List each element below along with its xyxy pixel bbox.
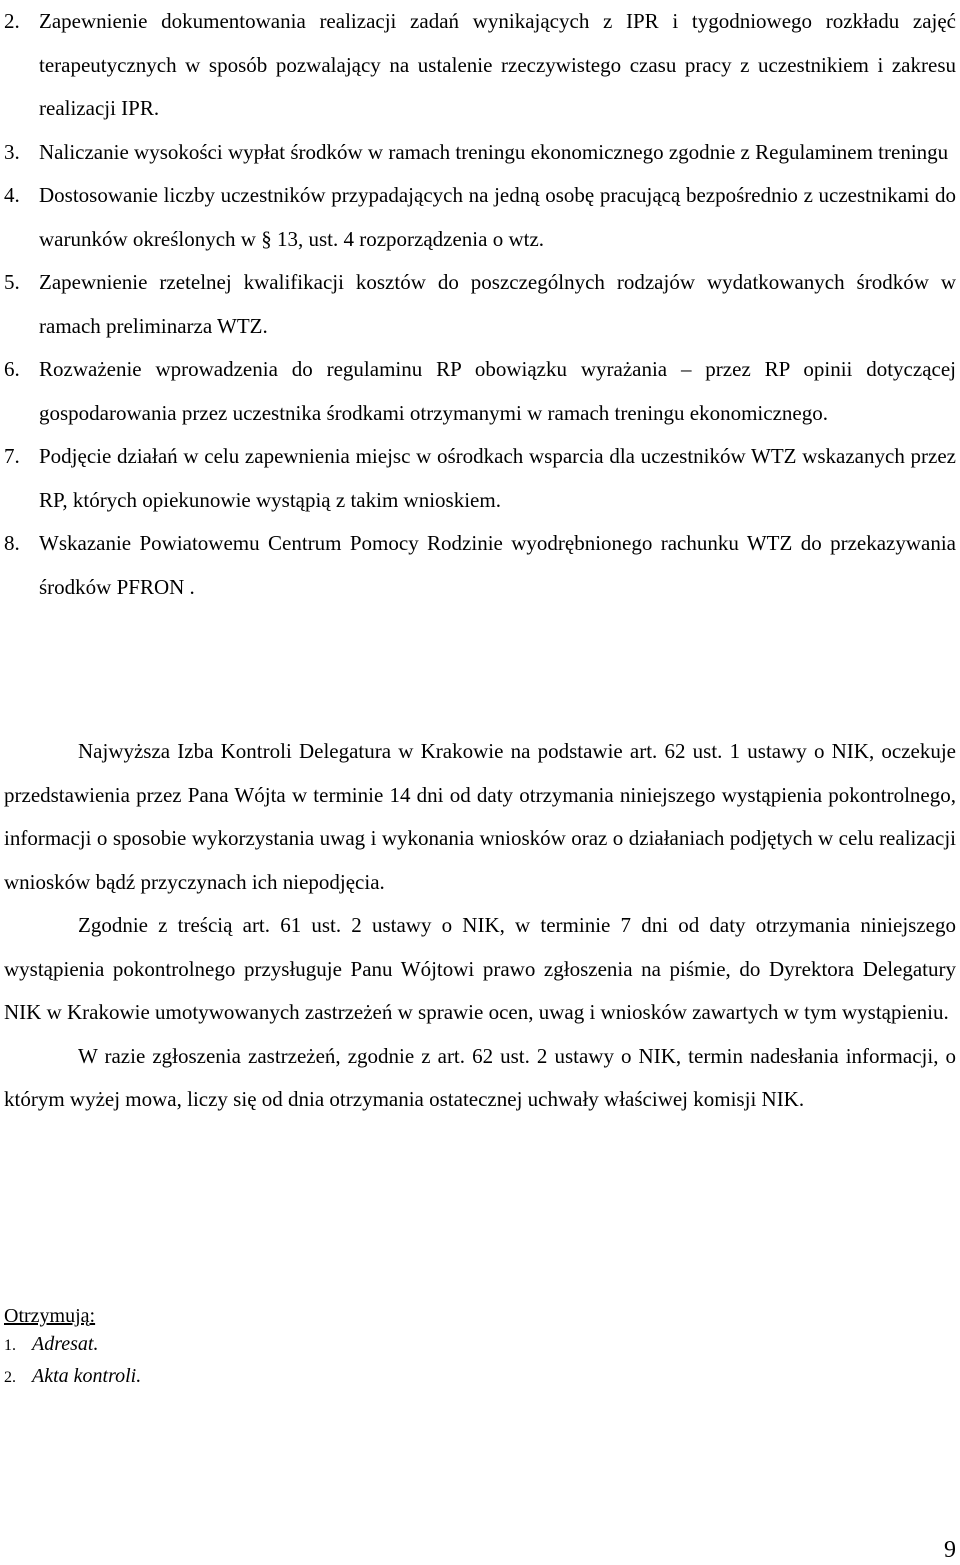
recommendation-item <box>4 435 956 522</box>
recipients-title: Otrzymują: <box>4 1305 96 1327</box>
body-text <box>4 730 956 1122</box>
recipient-text: Akta kontroli. <box>32 1365 142 1387</box>
recommendation-number: 4. <box>4 183 20 207</box>
recommendation-text: Rozważenie wprowadzenia do regulaminu RP obowiązku wyrażania – przez RP opinii dotyczącej gospodarowania przez uczestnika środkami otrzymanymi w ramach treningu ekonomicznego. <box>39 357 956 425</box>
recipient-number: 1. <box>4 1337 16 1354</box>
recommendation-number: 7. <box>4 444 20 468</box>
recommendation-number: 5. <box>4 270 20 294</box>
recommendation-item <box>4 131 956 175</box>
recommendation-item <box>4 0 956 131</box>
recipient-text: Adresat. <box>32 1333 99 1355</box>
recommendation-number: 2. <box>4 9 20 33</box>
recommendation-number: 6. <box>4 357 20 381</box>
recommendation-text: Podjęcie działań w celu zapewnienia miejsc w ośrodkach wsparcia dla uczestników WTZ wskazanych przez RP, których opiekunowie wystąpią z takim wnioskiem. <box>39 444 956 512</box>
recipient-number: 2. <box>4 1369 16 1386</box>
paragraph-nik-expectation: Najwyższa Izba Kontroli Delegatura w Krakowie na podstawie art. 62 ust. 1 ustawy o NIK, oczekuje przedstawienia przez Pana Wójta w terminie 14 dni od daty otrzymania niniejszego wystąpienia pokontrolnego, informacji o sposobie wykorzystania uwag i wykonania wniosków oraz o działaniach podjętych w celu realizacji wniosków bądź przyczynach ich niepodjęcia. <box>4 739 956 894</box>
recommendation-text: Naliczanie wysokości wypłat środków w ramach treningu ekonomicznego zgodnie z Regulaminem treningu <box>39 139 949 164</box>
recipients-section <box>4 1303 404 1393</box>
paragraph-deadline-note: W razie zgłoszenia zastrzeżeń, zgodnie z art. 62 ust. 2 ustawy o NIK, termin nadesłania informacji, o którym wyżej mowa, liczy się od dnia otrzymania ostatecznej uchwały właściwej komisji NIK. <box>4 1043 956 1111</box>
recommendation-text: Zapewnienie rzetelnej kwalifikacji kosztów do poszczególnych rodzajów wydatkowanych środków w ramach preliminarza WTZ. <box>39 270 956 338</box>
page-number: 9 <box>944 1537 956 1563</box>
recommendation-item <box>4 174 956 261</box>
recommendation-item <box>4 261 956 348</box>
recommendation-number: 3. <box>4 139 20 164</box>
recommendation-text: Wskazanie Powiatowemu Centrum Pomocy Rodzinie wyodrębnionego rachunku WTZ do przekazywania środków PFRON . <box>39 531 956 599</box>
recommendation-text: Dostosowanie liczby uczestników przypadających na jedną osobę pracującą bezpośrednio z uczestnikami do warunków określonych w § 13, ust. 4 rozporządzenia o wtz. <box>39 183 956 251</box>
paragraph-right-to-object: Zgodnie z treścią art. 61 ust. 2 ustawy o NIK, w terminie 7 dni od daty otrzymania niniejszego wystąpienia pokontrolnego przysługuje Panu Wójtowi prawo zgłoszenia na piśmie, do Dyrektora Delegatury NIK w Krakowie umotywowanych zastrzeżeń w sprawie ocen, uwag i wniosków zawartych w tym wystąpieniu. <box>4 913 956 1024</box>
recommendations-list <box>4 0 956 609</box>
recommendation-number: 8. <box>4 531 20 555</box>
recommendation-text: Zapewnienie dokumentowania realizacji zadań wynikających z IPR i tygodniowego rozkładu zajęć terapeutycznych w sposób pozwalający na ustalenie rzeczywistego czasu pracy z uczestnikiem i zakresu realizacji IPR. <box>39 9 956 120</box>
recommendation-item <box>4 522 956 609</box>
recommendation-item <box>4 348 956 435</box>
recipient-item <box>4 1361 404 1393</box>
recipient-item <box>4 1329 404 1361</box>
